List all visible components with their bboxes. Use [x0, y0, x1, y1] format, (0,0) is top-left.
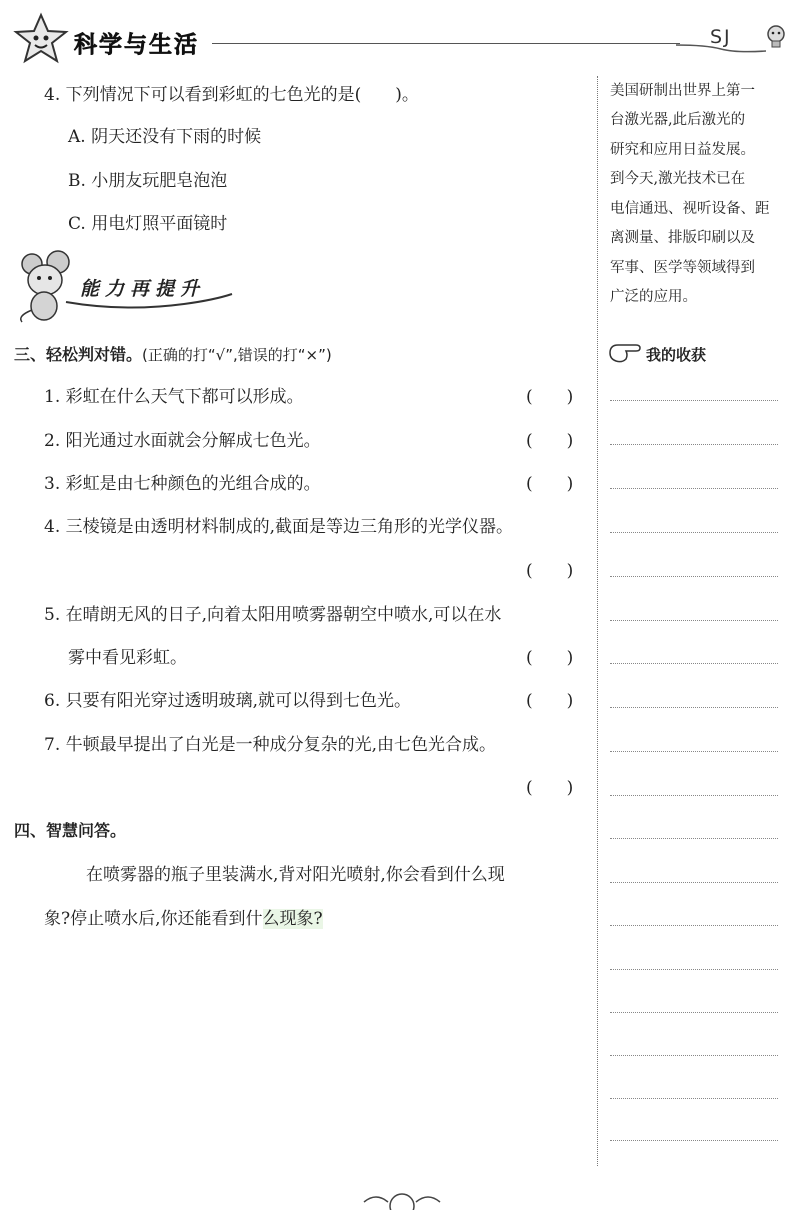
harvest-writing-line[interactable] — [610, 707, 778, 708]
option-c: C. 用电灯照平面镜时 — [68, 214, 228, 234]
bulb-mascot-icon — [764, 22, 788, 50]
banner-title: 能力再提升 — [80, 278, 206, 300]
section-4-heading: 四、智慧问答。 — [14, 821, 127, 840]
harvest-writing-line[interactable] — [610, 444, 778, 445]
answer-blank-4[interactable]: ( ) — [526, 561, 574, 581]
section-3-heading: 三、轻松判对错。(正确的打“√”,错误的打“×”) — [14, 345, 332, 364]
mouse-mascot-icon — [12, 250, 82, 324]
judge-item-2: 2. 阳光通过水面就会分解成七色光。 — [44, 431, 321, 451]
harvest-writing-line[interactable] — [610, 751, 778, 752]
option-b: B. 小朋友玩肥皂泡泡 — [68, 171, 228, 191]
harvest-writing-line[interactable] — [610, 882, 778, 883]
sidebar-note-line: 美国研制出世界上第一 — [610, 83, 755, 99]
header-code: SJ — [710, 26, 732, 48]
question-line-1: 在喷雾器的瓶子里装满水,背对阳光喷射,你会看到什么现 — [86, 865, 505, 885]
answer-blank-5[interactable]: ( ) — [526, 648, 574, 668]
answer-blank-1[interactable]: ( ) — [526, 387, 574, 407]
judge-item-7: 7. 牛顿最早提出了白光是一种成分复杂的光,由七色光合成。 — [44, 735, 497, 755]
harvest-writing-line[interactable] — [610, 576, 778, 577]
harvest-writing-line[interactable] — [610, 969, 778, 970]
harvest-writing-line[interactable] — [610, 488, 778, 489]
harvest-writing-line[interactable] — [610, 1140, 778, 1141]
pointing-hand-icon — [608, 341, 642, 365]
header-rule — [212, 43, 680, 44]
header-title: 科学与生活 — [74, 32, 199, 58]
banner-swoosh — [64, 292, 234, 312]
judge-item-6: 6. 只要有阳光穿过透明玻璃,就可以得到七色光。 — [44, 691, 412, 711]
harvest-writing-line[interactable] — [610, 532, 778, 533]
option-a: A. 阴天还没有下雨的时候 — [68, 127, 262, 147]
harvest-writing-line[interactable] — [610, 663, 778, 664]
answer-blank-3[interactable]: ( ) — [526, 474, 574, 494]
sidebar-note-line: 电信通迅、视听设备、距 — [610, 201, 770, 217]
harvest-writing-line[interactable] — [610, 400, 778, 401]
question-4-stem: 4. 下列情况下可以看到彩虹的七色光的是( )。 — [44, 85, 419, 105]
judge-item-3: 3. 彩虹是由七种颜色的光组合成的。 — [44, 474, 321, 494]
star-mascot-icon — [12, 12, 70, 66]
sidebar-note-line: 台激光器,此后激光的 — [610, 112, 746, 128]
question-line-2: 象?停止喷水后,你还能看到什么现象? — [44, 909, 323, 929]
harvest-writing-line[interactable] — [610, 620, 778, 621]
harvest-writing-line[interactable] — [610, 1098, 778, 1099]
judge-item-4: 4. 三棱镜是由透明材料制成的,截面是等边三角形的光学仪器。 — [44, 517, 514, 537]
judge-item-1: 1. 彩虹在什么天气下都可以形成。 — [44, 387, 304, 407]
judge-item-5: 5. 在晴朗无风的日子,向着太阳用喷雾器朝空中喷水,可以在水 — [44, 605, 502, 625]
sidebar-note-line: 军事、医学等领域得到 — [610, 260, 755, 276]
harvest-writing-line[interactable] — [610, 838, 778, 839]
harvest-writing-line[interactable] — [610, 795, 778, 796]
sidebar-divider — [597, 76, 598, 1166]
harvest-writing-line[interactable] — [610, 1012, 778, 1013]
answer-blank-6[interactable]: ( ) — [526, 691, 574, 711]
sidebar-note-line: 广泛的应用。 — [610, 289, 697, 305]
sidebar-note-line: 研究和应用日益发展。 — [610, 142, 755, 158]
harvest-writing-line[interactable] — [610, 925, 778, 926]
judge-item-5-cont: 雾中看见彩虹。 — [68, 648, 187, 668]
harvest-writing-line[interactable] — [610, 1055, 778, 1056]
page-number-ornament — [362, 1190, 442, 1210]
sidebar-note-line: 到今天,激光技术已在 — [610, 171, 746, 187]
answer-blank-7[interactable]: ( ) — [526, 778, 574, 798]
harvest-label: 我的收获 — [646, 346, 707, 364]
sidebar-note-line: 离测量、排版印刷以及 — [610, 230, 755, 246]
answer-blank-2[interactable]: ( ) — [526, 431, 574, 451]
